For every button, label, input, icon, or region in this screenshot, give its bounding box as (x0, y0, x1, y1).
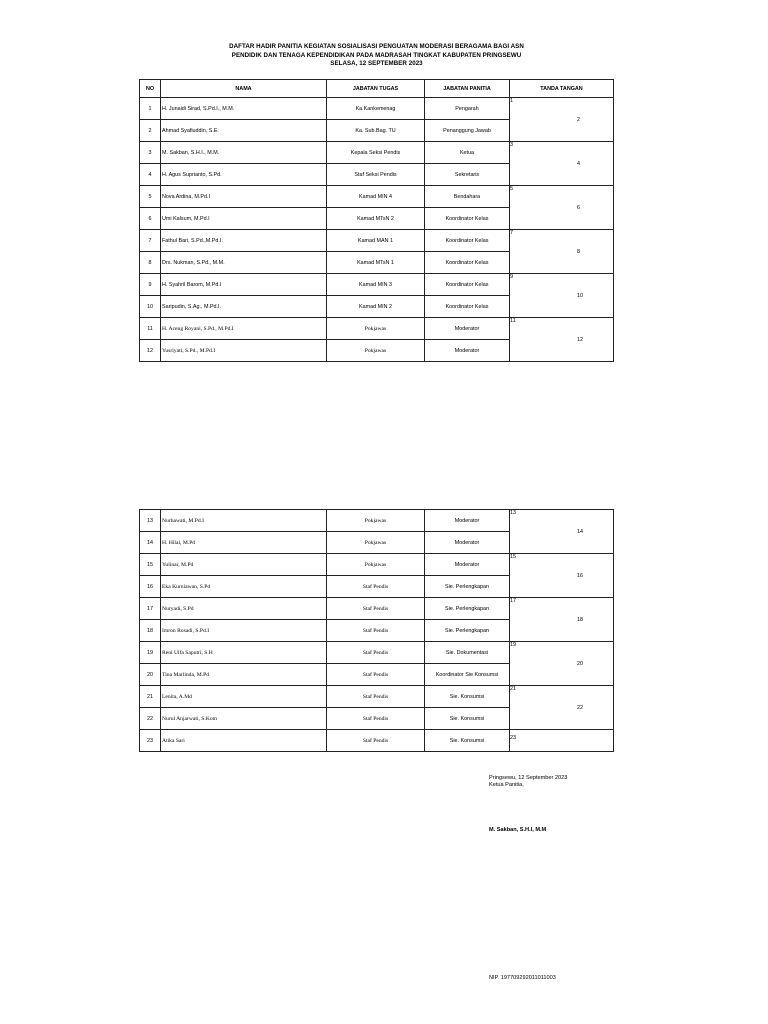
row-jabatan-tugas: Staf Pendis (327, 642, 425, 664)
row-no: 3 (140, 142, 161, 164)
row-jabatan-tugas: Kamad MIN 4 (327, 186, 425, 208)
row-nama: Nurhawati, M.Pd.I (161, 510, 327, 532)
row-jabatan-panitia: Moderator (425, 532, 510, 554)
row-jabatan-panitia: Sekretaris (425, 164, 510, 186)
row-nama: Eka Kurniawan, S.Pd (161, 576, 327, 598)
header-no: NO (140, 80, 161, 98)
title-line-3: SELASA, 12 SEPTEMBER 2023 (330, 60, 423, 68)
row-jabatan-panitia: Sie. Perlengkapan (425, 576, 510, 598)
row-nama: Nova Ardina, M.Pd.I (161, 186, 327, 208)
row-jabatan-panitia: Sie. Perlengkapan (425, 620, 510, 642)
row-jabatan-panitia: Koordinator Kelas (425, 252, 510, 274)
row-no: 19 (140, 642, 161, 664)
signature-number: 12 (577, 337, 583, 343)
table-body-page-1 (140, 98, 614, 362)
header-jabatan-tugas: JABATAN TUGAS (327, 80, 425, 98)
table-body-page-2 (140, 510, 614, 752)
place-date: Pringsewu, 12 September 2023 (489, 775, 568, 781)
signature-number: 21 (510, 686, 516, 692)
signature-cell (510, 686, 614, 730)
row-jabatan-panitia: Moderator (425, 510, 510, 532)
row-nama: Lenita, A.Md (161, 686, 327, 708)
row-no: 22 (140, 708, 161, 730)
signature-cell (510, 730, 614, 752)
table-row (140, 730, 614, 752)
table-row (140, 318, 614, 340)
table-header-row (140, 80, 614, 98)
row-jabatan-tugas: Kepala Seksi Pendis (327, 142, 425, 164)
table-row (140, 230, 614, 252)
signature-number: 5 (510, 186, 513, 192)
signature-number: 22 (577, 705, 583, 711)
signature-block (489, 775, 567, 789)
signature-number: 7 (510, 230, 513, 236)
row-nama: Nurul Anjarwati, S.Kom (161, 708, 327, 730)
row-no: 10 (140, 296, 161, 318)
signature-number: 6 (577, 205, 580, 211)
row-no: 8 (140, 252, 161, 274)
table-row (140, 274, 614, 296)
row-jabatan-tugas: Kamad MTsN 2 (327, 208, 425, 230)
row-no: 5 (140, 186, 161, 208)
row-jabatan-panitia: Koordinator Kelas (425, 230, 510, 252)
document-title (140, 43, 613, 69)
row-nama: H. Junaidi Sirad, S.Pd.I., M.M. (161, 98, 327, 120)
row-jabatan-panitia: Penanggung Jawab (425, 120, 510, 142)
row-jabatan-tugas: Pokjawas (327, 554, 425, 576)
signature-number: 2 (577, 117, 580, 123)
signature-number: 8 (577, 249, 580, 255)
signature-cell (510, 554, 614, 598)
signature-cell (510, 642, 614, 686)
row-nama: Umi Kalsum, M.Pd.I (161, 208, 327, 230)
row-no: 15 (140, 554, 161, 576)
row-nama: H. Agus Suprianto, S.Pd. (161, 164, 327, 186)
row-jabatan-tugas: Staf Pendis (327, 708, 425, 730)
row-nama: Ahmad Syafiuddin, S.E. (161, 120, 327, 142)
row-no: 6 (140, 208, 161, 230)
row-no: 20 (140, 664, 161, 686)
row-nama: Fathul Bari, S.Pd.,M.Pd.I. (161, 230, 327, 252)
title-line-1: DAFTAR HADIR PANITIA KEGIATAN SOSIALISASI PENGUATAN MODERASI BERAGAMA BAGI ASN (229, 43, 524, 50)
row-no: 13 (140, 510, 161, 532)
row-jabatan-tugas: Pokjawas (327, 510, 425, 532)
signature-number: 1 (510, 98, 513, 104)
row-no: 11 (140, 318, 161, 340)
signer-name: M. Sakban, S.H.I, M.M (489, 827, 547, 833)
row-no: 7 (140, 230, 161, 252)
row-jabatan-panitia: Sie. Konsumsi (425, 708, 510, 730)
signature-cell (510, 274, 614, 318)
row-nama: Atika Sari (161, 730, 327, 752)
signature-number: 19 (510, 642, 516, 648)
table-row (140, 598, 614, 620)
signature-number: 18 (577, 617, 583, 623)
row-jabatan-panitia: Koordinator Kelas (425, 274, 510, 296)
signature-number: 13 (510, 510, 516, 516)
signature-number: 9 (510, 274, 513, 280)
row-no: 1 (140, 98, 161, 120)
table-row (140, 98, 614, 120)
signature-cell (510, 230, 614, 274)
table-row (140, 642, 614, 664)
signature-number: 17 (510, 598, 516, 604)
row-no: 4 (140, 164, 161, 186)
title-line-2: PENDIDIK DAN TENAGA KEPENDIDIKAN PADA MADRASAH TINGKAT KABUPATEN PRINGSEWU (231, 51, 522, 59)
row-no: 14 (140, 532, 161, 554)
attendance-table-page-2 (139, 509, 614, 752)
signature-cell (510, 98, 614, 142)
row-jabatan-panitia: Sie. Konsumsi (425, 686, 510, 708)
row-no: 2 (140, 120, 161, 142)
row-jabatan-tugas: Ka.Kankemenag (327, 98, 425, 120)
signer-role: Ketua Panitia, (489, 782, 524, 788)
attendance-table-page-1 (139, 79, 614, 362)
row-nama: Saripudin, S.Ag., M.Pd.I. (161, 296, 327, 318)
header-jabatan-panitia: JABATAN PANITIA (425, 80, 510, 98)
signature-number: 10 (577, 293, 583, 299)
row-nama: Drs. Nukman, S.Pd., M.M. (161, 252, 327, 274)
row-jabatan-panitia: Moderator (425, 554, 510, 576)
row-jabatan-tugas: Staf Pendis (327, 576, 425, 598)
row-nama: Tina Marlinda, M.Pd (161, 664, 327, 686)
table-row (140, 686, 614, 708)
signature-cell (510, 142, 614, 186)
row-jabatan-panitia: Ketua (425, 142, 510, 164)
row-no: 17 (140, 598, 161, 620)
signer-nip: NIP. 197709292011011003 (489, 975, 556, 981)
row-jabatan-tugas: Kamad MIN 2 (327, 296, 425, 318)
row-jabatan-panitia: Koordinator Kelas (425, 296, 510, 318)
row-jabatan-tugas: Pokjawas (327, 532, 425, 554)
row-jabatan-tugas: Pokjawas (327, 340, 425, 362)
row-no: 21 (140, 686, 161, 708)
row-jabatan-tugas: Kamad MTsN 1 (327, 252, 425, 274)
row-jabatan-tugas: Staf Pendis (327, 686, 425, 708)
signature-number: 16 (577, 573, 583, 579)
row-no: 16 (140, 576, 161, 598)
row-jabatan-tugas: Staf Pendis (327, 620, 425, 642)
signature-number: 3 (510, 142, 513, 148)
table-row (140, 142, 614, 164)
row-no: 12 (140, 340, 161, 362)
header-nama: NAMA (161, 80, 327, 98)
row-jabatan-panitia: Pengarah (425, 98, 510, 120)
row-nama: Yulinar, M.Pd (161, 554, 327, 576)
header-tanda-tangan: TANDA TANGAN (510, 80, 614, 98)
signature-cell (510, 510, 614, 554)
signature-number: 4 (577, 161, 580, 167)
signature-number: 20 (577, 661, 583, 667)
signature-number: 15 (510, 554, 516, 560)
row-jabatan-tugas: Kamad MAN 1 (327, 230, 425, 252)
row-jabatan-tugas: Pokjawas (327, 318, 425, 340)
row-jabatan-tugas: Kamad MIN 3 (327, 274, 425, 296)
row-jabatan-panitia: Sie. Perlengkapan (425, 598, 510, 620)
row-nama: H. Syahril Barom, M.Pd.I (161, 274, 327, 296)
row-nama: Nuryadi, S.Pd (161, 598, 327, 620)
row-no: 18 (140, 620, 161, 642)
row-jabatan-tugas: Ka. Sub.Bag. TU (327, 120, 425, 142)
row-jabatan-panitia: Sie. Konsumsi (425, 730, 510, 752)
row-nama: H. Aceng Royani, S.Pd., M.Pd.I (161, 318, 327, 340)
row-nama: Reni Ulfa Saputri, S.H (161, 642, 327, 664)
row-nama: M. Sakban, S.H.I., M.M. (161, 142, 327, 164)
row-no: 23 (140, 730, 161, 752)
row-jabatan-panitia: Sie. Dokumentasi (425, 642, 510, 664)
row-nama: Yusriyati, S.Pd., M.Pd.I (161, 340, 327, 362)
row-jabatan-panitia: Koordinator Kelas (425, 208, 510, 230)
table-row (140, 510, 614, 532)
signature-number: 23 (510, 735, 516, 741)
row-jabatan-tugas: Staf Pendis (327, 664, 425, 686)
table-row (140, 554, 614, 576)
signature-cell (510, 598, 614, 642)
row-nama: Imron Rosadi, S.Pd.I (161, 620, 327, 642)
row-jabatan-tugas: Staf Pendis (327, 598, 425, 620)
table-row (140, 186, 614, 208)
signature-number: 11 (510, 318, 516, 324)
row-nama: H. Hilal, M.Pd (161, 532, 327, 554)
row-jabatan-tugas: Staf Pendis (327, 730, 425, 752)
row-jabatan-panitia: Moderator (425, 318, 510, 340)
row-no: 9 (140, 274, 161, 296)
row-jabatan-panitia: Moderator (425, 340, 510, 362)
row-jabatan-tugas: Staf Seksi Pendis (327, 164, 425, 186)
row-jabatan-panitia: Bendahara (425, 186, 510, 208)
signature-cell (510, 186, 614, 230)
signature-number: 14 (577, 529, 583, 535)
signature-cell (510, 318, 614, 362)
row-jabatan-panitia: Koordinator Sie Konsumsi (425, 664, 510, 686)
